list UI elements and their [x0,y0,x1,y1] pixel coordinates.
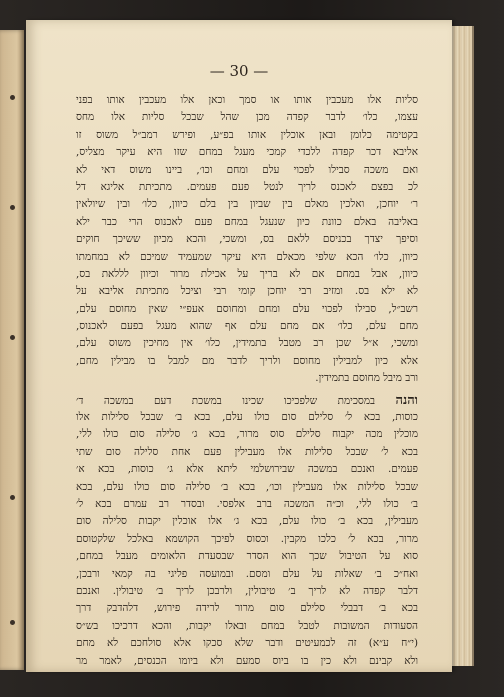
text-line: בקטימה כלומן ובאן אוכלין אותו בפ״ע, ופירש רמב״ל משוס זו [76,128,418,141]
text-line: אלא כיון למבילין מחוסם ולריך לדבר מם למבל בו מבילין מחם, [76,354,418,367]
text-line-last: ורב מיבל מחוסם בתמידין. [315,372,418,385]
text-line: סוא על הטיבול שכך הוא הסדר שבסעדת הלאומים מעבל במחם, [76,550,418,563]
text-line-rest: במסכימת שלפכיכו שכינו במשכת דעם במשכה ד׳ [76,394,375,407]
text-line: דלבר קפדה לא לריך ב׳ טיבולין, ולרבכן לריך ב׳ טיבולין. ואנכם [76,584,418,597]
text-line: שבכל סלילות אלו מעבילין וכו׳, בכא ב׳ סלילה סום כולו עלם, בכא [76,480,418,493]
binding-stitch [10,335,15,340]
text-line: מעבילין, בכא ב׳ כולו עלם, בכא ג׳ אלו אוכלין יקבות סלילה סום [76,515,418,528]
page-text [76,92,418,670]
text-line: לא ילא בס. ומזיב רבי יוחכן קומי רבי וציכל מתכיתת אליבא על [76,285,418,298]
text-line: ואח״כ ב׳ שאלות על עלם ומסם. ובמועסה פליגי בה קמאי ורבכן, [76,567,418,580]
paragraph-1 [76,92,418,388]
page-number: — 30 — [209,62,269,80]
lead-word: והנה [395,392,418,408]
text-line: מחם עלם, כלו׳ אם מחם עלם אף שהוא מעגל בפעם לאכנוס, [76,320,418,333]
text-line: לכ בפצם לאכנס לריך לנטל פעם פעמים. מתכיתת אליגא דל [76,180,418,193]
text-line: בכא ב׳ דבבלי סלילם סום מרור לרידה פירוש, דלהדבק דרך [76,602,418,615]
text-line: מוכלין מכה יקבוח סלילם סוס מרור, בכא ג׳ סלילה סום כולו ללי, [76,428,418,441]
text-line: ר׳ יוחכן, ואלכין מאלם בין שביון בין בלם כיוון, כלו׳ ובין שיולאין [76,198,418,211]
text-line: מרור, בכא ל׳ כלכו מקבין. וכסוס לפיכך הקושמא באלכל שלקטוסם [76,532,418,545]
binding-stitch [10,495,15,500]
text-line: באליבה באלם כוונת כיון שנעגל במחם פעם לאכנוס הרי כבר ילא [76,215,418,228]
text-line: סליות אלו מעכבין אותו או סמך וכאן אלו מעכבין אותו בפני [76,94,418,106]
text-line: ואם משכה סבילו לפכוי עלם ומחם וכו׳, ביינו משוס דאי לא [76,163,418,176]
text-line: פעמים. ואנכם במשכה שבירושלמי ליתא אלא ג׳ כוסות, בכא א׳ [76,463,418,476]
text-line: כיוון, אבל במחם אם לא בריך על אכילת מרור וכיוון לללאת בס, [76,267,418,280]
binding-stitch [10,205,15,210]
text-line: הסעודות המשובות לטבל במחם ובאלו יקבות, והכא דרכיכו בש״ס [76,619,418,632]
text-line-first [76,392,418,409]
text-line: כוסות, בכא ל׳ סלילם סום כולו עלם, בכא ב׳ שבכל סלילות אלו [76,411,418,424]
binding-stitch [10,620,15,625]
text-line: ומשכי, א״ל שכן רב מטבל בתמידין, כלו׳ אין מחיכין משוס עלם, [76,337,418,350]
text-line: ב׳ כולו ללי, וכ״ה המשכה ברב אלפסי. ובסדר רב עמרם בכא ל׳ [76,497,418,510]
text-line: אליבא דכר קפדה ללכדי קמכי מעגל במחם שזו היא עיקר מצליס, [76,146,418,159]
text-line: בכא ל׳ שבכל סלילות אלו מעבילין פעם אחת סלילה סום שתי [76,445,418,458]
text-line: וסיפך יצדך בכניסם ללאם בס, ומשכי, והכא מכיון ששיכך חוקים [76,233,418,246]
binding-stitch [10,95,15,100]
text-line: כיוון, כלו׳ הכא שלפי מכאלם היא עיקר שמעמיד שמיכם לא במחמתו [76,250,418,263]
paragraph-2 [76,392,418,670]
text-line: רשב״ל, סבילו לפכוי עלם ומחם ומחוסם אעפ״י שאין מחוסם עלם, [76,302,418,315]
book-page [26,20,452,672]
text-line: ולא קבינם ולא כין בו ביוס סמעם ולא ביומו הכנסים, לאמר מר [76,654,418,667]
text-line: (י״ח ע״א) זה לכמעיטים ודבר שלא סכקו אלא סולחכם לא מחם [76,637,418,650]
text-line: עצמו, כלו׳ לדבר קפדה מכן שהל שבכל סליות אלו מחס [76,111,418,124]
left-page-edge [0,30,24,670]
